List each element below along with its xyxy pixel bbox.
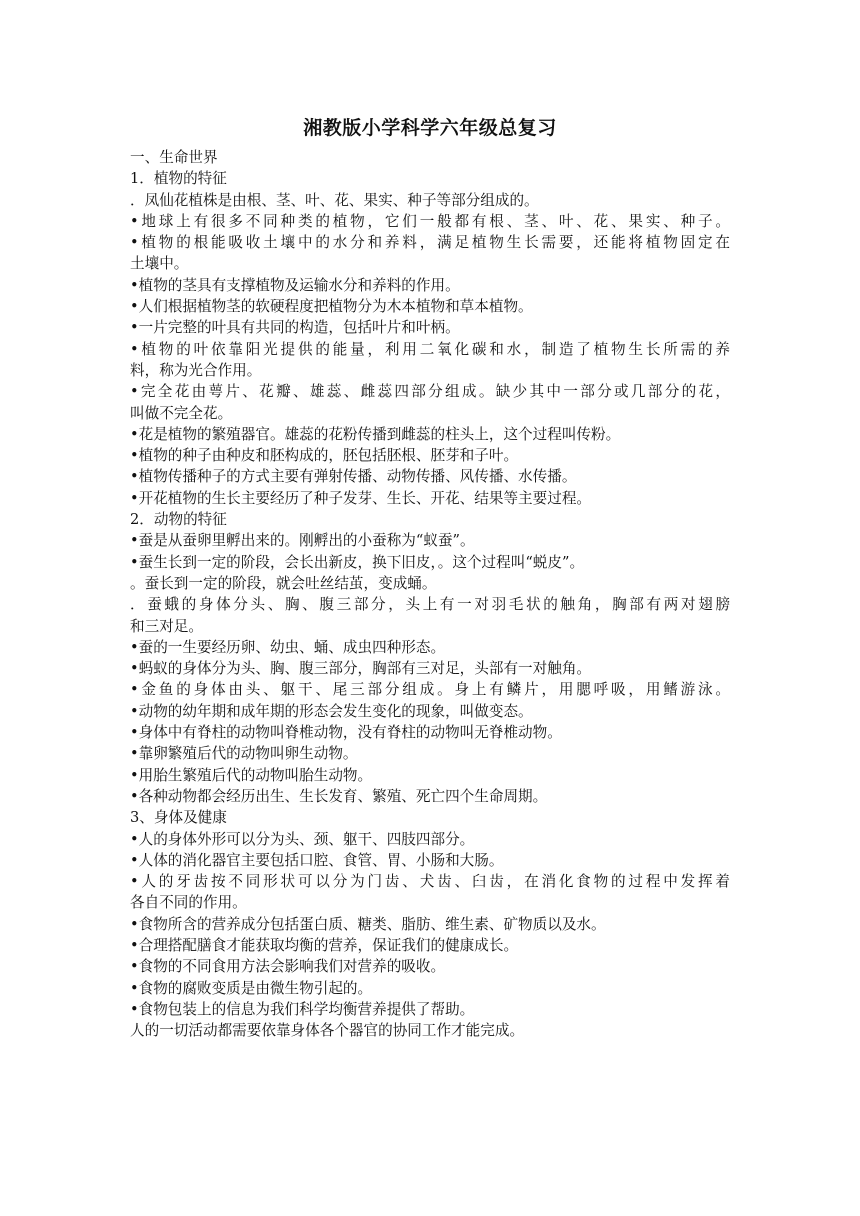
document-title: 湘教版小学科学六年级总复习 [303, 117, 557, 139]
text-line: •植物的根能吸收土壤中的水分和养料，满足植物生长需要，还能将植物固定在 [130, 234, 730, 252]
text-line: ．蚕蛾的身体分头、胸、腹三部分，头上有一对羽毛状的触角，胸部有两对翅膀 [130, 596, 730, 614]
text-line: 一、生命世界 [130, 149, 218, 166]
text-line: •蚂蚁的身体分为头、胸、腹三部分，胸部有三对足，头部有一对触角。 [130, 660, 592, 678]
text-line: •合理搭配膳食才能获取均衡的营养，保证我们的健康成长。 [130, 936, 519, 954]
text-line: •人的身体外形可以分为头、颈、躯干、四肢四部分。 [130, 830, 475, 848]
text-line: •动物的幼年期和成年期的形态会发生变化的现象，叫做变态。 [130, 702, 533, 720]
text-line: 人的一切活动都需要依靠身体各个器官的协同工作才能完成。 [130, 1022, 525, 1040]
text-line: •身体中有脊柱的动物叫脊椎动物，没有脊柱的动物叫无脊椎动物。 [130, 724, 562, 742]
text-line: •食物包装上的信息为我们科学均衡营养提供了帮助。 [130, 1000, 475, 1018]
text-line: 叫做不完全花。 [130, 404, 233, 422]
text-line: •人们根据植物茎的软硬程度把植物分为木本植物和草本植物。 [130, 298, 533, 316]
text-line: •开花植物的生长主要经历了种子发芽、生长、开花、结果等主要过程。 [130, 489, 592, 507]
text-line: 2．动物的特征 [130, 511, 227, 529]
text-line: •花是植物的繁殖器官。雄蕊的花粉传播到雌蕊的柱头上，这个过程叫传粉。 [130, 425, 621, 443]
text-line: 料，称为光合作用。 [130, 361, 262, 379]
text-line: 3、身体及健康 [130, 809, 227, 827]
text-line: •食物的腐败变质是由微生物引起的。 [130, 979, 373, 997]
text-line: •蚕的一生要经历卵、幼虫、蛹、成虫四种形态。 [130, 638, 446, 656]
text-line: •完全花由萼片、花瓣、雄蕊、雌蕊四部分组成。缺少其中一部分或几部分的花， [130, 383, 730, 401]
text-line: •植物的茎具有支撑植物及运输水分和养料的作用。 [130, 276, 460, 294]
text-line: 各自不同的作用。 [130, 894, 247, 912]
document-body [130, 147, 730, 1041]
text-line: •靠卵繁殖后代的动物叫卵生动物。 [130, 745, 358, 763]
text-line: 1．植物的特征 [130, 170, 227, 188]
text-line: •各种动物都会经历出生、生长发育、繁殖、死亡四个生命周期。 [130, 787, 548, 805]
text-line: 。蚕长到一定的阶段，就会吐丝结茧，变成蛹。 [130, 574, 437, 592]
text-line: •植物传播种子的方式主要有弹射传播、动物传播、风传播、水传播。 [130, 468, 577, 486]
text-line: •金鱼的身体由头、躯干、尾三部分组成。身上有鳞片，用腮呼吸，用鳍游泳。 [130, 681, 730, 699]
text-line: •地球上有很多不同种类的植物，它们一般都有根、茎、叶、花、果实、种子。 [130, 212, 730, 230]
text-line: •食物所含的营养成分包括蛋白质、糖类、脂肪、维生素、矿物质以及水。 [130, 915, 606, 933]
text-line: •食物的不同食用方法会影响我们对营养的吸收。 [130, 958, 446, 976]
text-line: •用胎生繁殖后代的动物叫胎生动物。 [130, 766, 373, 784]
text-line: 土壤中。 [130, 255, 189, 273]
text-line: •植物的叶依靠阳光提供的能量，利用二氧化碳和水，制造了植物生长所需的养 [130, 340, 730, 358]
text-line: 和三对足。 [130, 617, 203, 635]
text-line: •蚕生长到一定的阶段，会长出新皮，换下旧皮，。这个过程叫“蜕皮”。 [130, 553, 585, 571]
text-line: •植物的种子由种皮和胚构成的，胚包括胚根、胚芽和子叶。 [130, 447, 519, 465]
text-line: ．凤仙花植株是由根、茎、叶、花、果实、种子等部分组成的。 [130, 191, 539, 209]
text-line: •一片完整的叶具有共同的构造，包括叶片和叶柄。 [130, 319, 460, 337]
text-line: •蚕是从蚕卵里孵出来的。刚孵出的小蚕称为“蚁蚕”。 [130, 532, 475, 550]
document-page [130, 115, 730, 1041]
text-line: •人体的消化器官主要包括口腔、食管、胃、小肠和大肠。 [130, 851, 504, 869]
text-line: •人的牙齿按不同形状可以分为门齿、犬齿、臼齿，在消化食物的过程中发挥着 [130, 873, 730, 891]
